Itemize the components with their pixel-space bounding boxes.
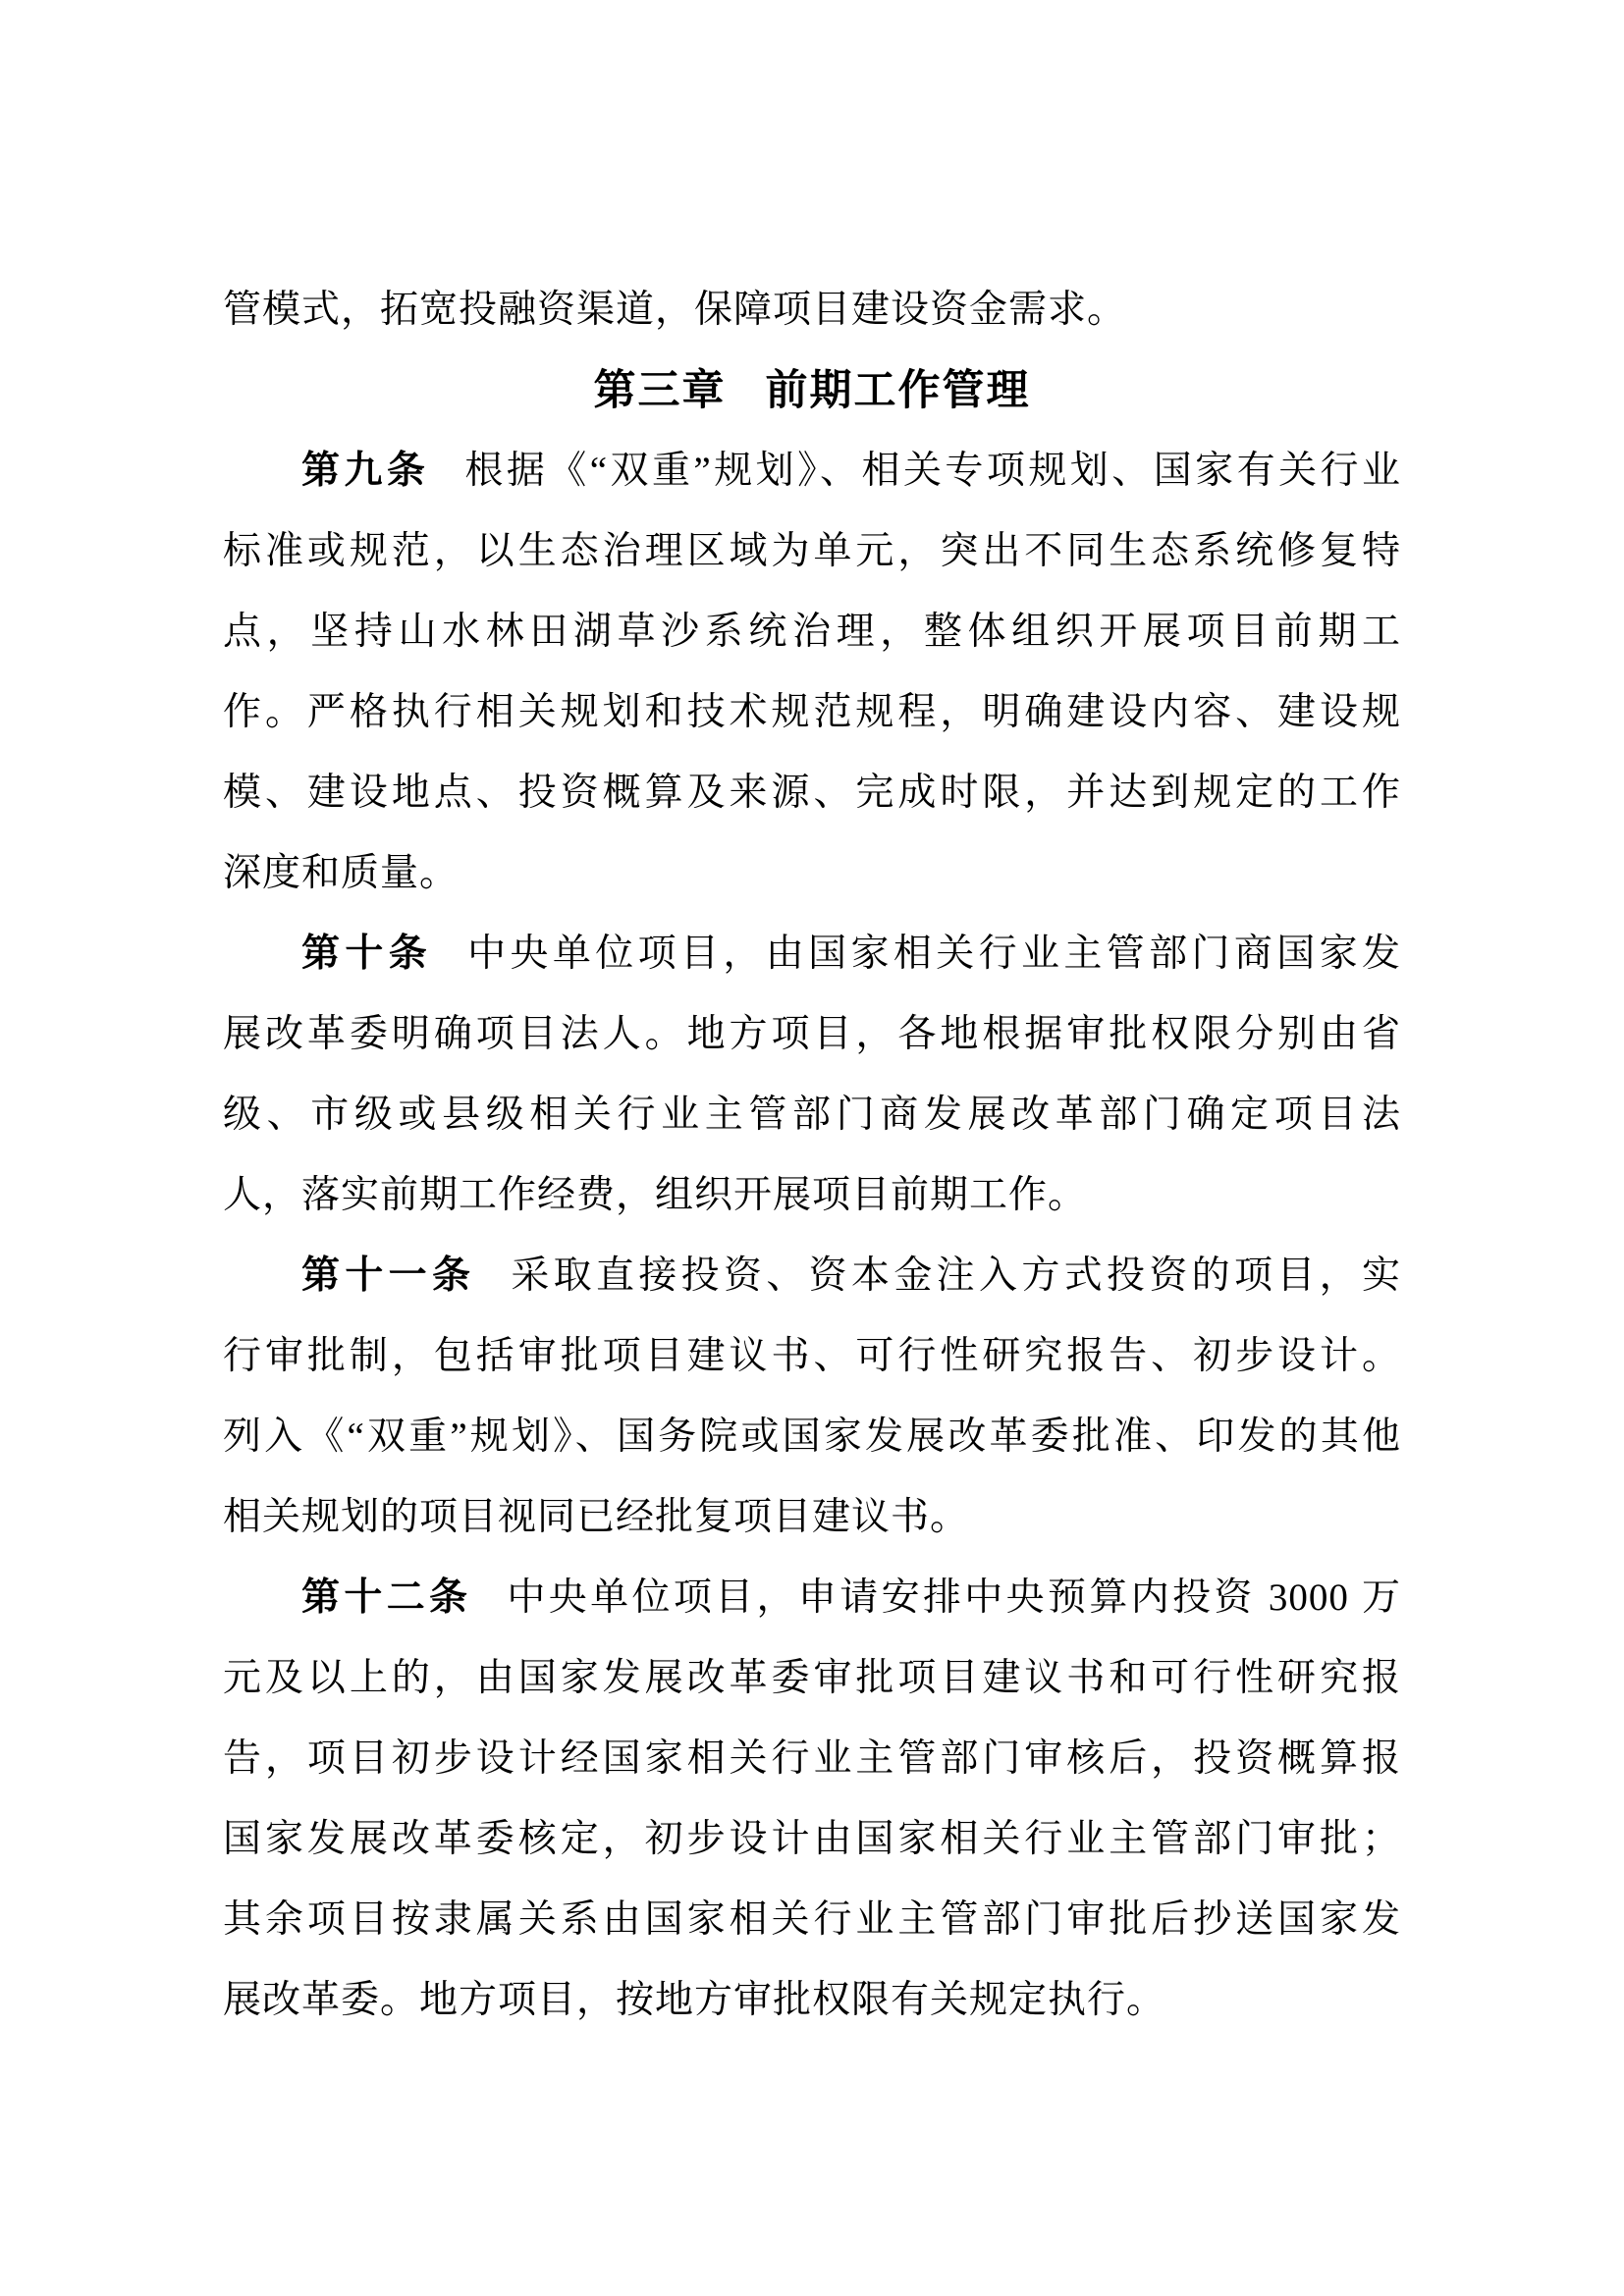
body-line: 元及以上的，由国家发展改革委审批项目建议书和可行性研究报 bbox=[223, 1657, 1401, 1699]
article-10-label: 第十条 bbox=[301, 933, 433, 975]
body-line: 人，落实前期工作经费，组织开展项目前期工作。 bbox=[223, 1174, 1088, 1216]
article-9-opening-line bbox=[223, 431, 1401, 511]
body-line: 点，坚持山水林田湖草沙系统治理，整体组织开展项目前期工 bbox=[223, 611, 1401, 653]
article-9-opening-text: 根据《“双重”规划》、相关专项规划、国家有关行业 bbox=[464, 450, 1401, 492]
body-line: 展改革委。地方项目，按地方审批权限有关规定执行。 bbox=[223, 1979, 1166, 2021]
chapter-number: 第三章 bbox=[593, 367, 727, 414]
article-11-label: 第十一条 bbox=[301, 1255, 476, 1297]
article-12-label: 第十二条 bbox=[301, 1576, 472, 1619]
body-line: 深度和质量。 bbox=[223, 852, 460, 894]
article-10-opening-line bbox=[223, 914, 1401, 994]
article-11-opening-line bbox=[223, 1236, 1401, 1316]
body-line: 模、建设地点、投资概算及来源、完成时限，并达到规定的工作 bbox=[223, 772, 1401, 814]
body-line: 展改革委明确项目法人。地方项目，各地根据审批权限分别由省 bbox=[223, 1013, 1401, 1055]
chapter-title: 前期工作管理 bbox=[765, 367, 1031, 414]
article-12-opening-line bbox=[223, 1558, 1401, 1638]
article-11-opening-text: 采取直接投资、资本金注入方式投资的项目，实 bbox=[511, 1255, 1401, 1297]
body-line: 行审批制，包括审批项目建议书、可行性研究报告、初步设计。 bbox=[223, 1335, 1401, 1377]
body-line: 相关规划的项目视同已经批复项目建议书。 bbox=[223, 1496, 970, 1538]
body-line: 其余项目按隶属关系由国家相关行业主管部门审批后抄送国家发 bbox=[223, 1898, 1401, 1941]
body-line: 列入《“双重”规划》、国务院或国家发展改革委批准、印发的其他 bbox=[223, 1415, 1401, 1458]
body-line: 级、市级或县级相关行业主管部门商发展改革部门确定项目法 bbox=[223, 1094, 1401, 1136]
body-line: 标准或规范，以生态治理区域为单元，突出不同生态系统修复特 bbox=[223, 530, 1401, 572]
text-block bbox=[223, 270, 1401, 2041]
body-line: 告，项目初步设计经国家相关行业主管部门审核后，投资概算报 bbox=[223, 1737, 1401, 1780]
article-12-opening-text: 中央单位项目，申请安排中央预算内投资 3000 万 bbox=[507, 1576, 1401, 1619]
article-10-opening-text: 中央单位项目，由国家相关行业主管部门商国家发 bbox=[467, 933, 1401, 975]
body-line: 作。严格执行相关规划和技术规范规程，明确建设内容、建设规 bbox=[223, 691, 1401, 733]
paragraph-continuation-line: 管模式，拓宽投融资渠道，保障项目建设资金需求。 bbox=[223, 289, 1127, 331]
body-line: 国家发展改革委核定，初步设计由国家相关行业主管部门审批； bbox=[223, 1818, 1401, 1860]
article-9-label: 第九条 bbox=[301, 450, 430, 492]
chapter-heading bbox=[223, 350, 1401, 431]
